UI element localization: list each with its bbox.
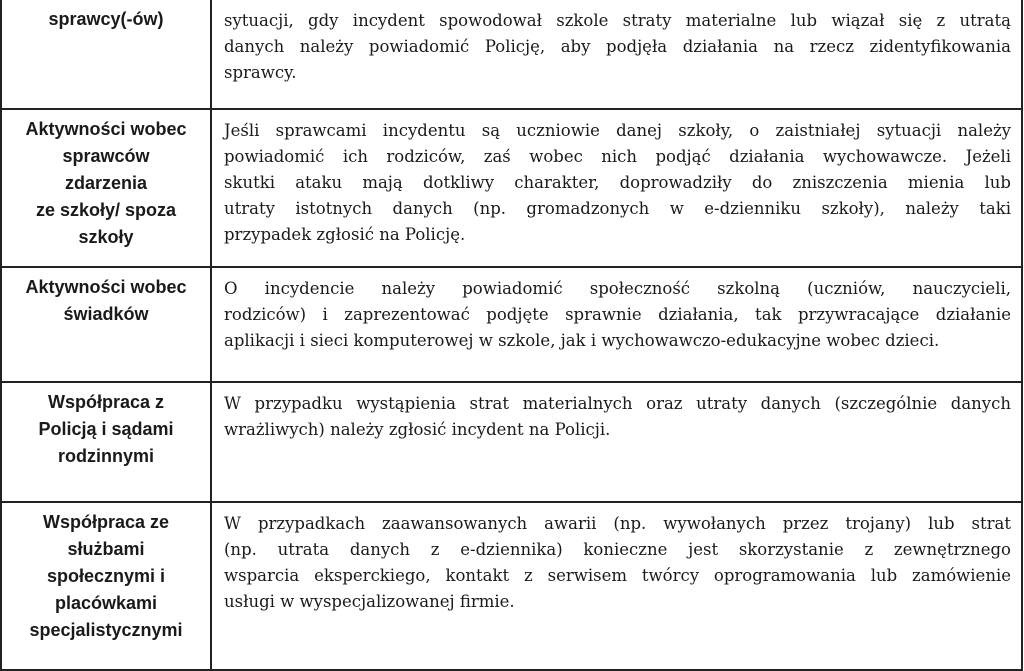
content-line: danych należy powiadomić Policję, aby podjęła działania na rzecz zidentyfikowania	[224, 37, 1011, 56]
row-content	[211, 502, 1022, 670]
row-label-line: zdarzenia	[64, 173, 148, 193]
content-line: utraty istotnych danych (np. gromadzonych w e-dzienniku szkoły), należy taki	[224, 199, 1011, 218]
content-line: sprawcy.	[224, 63, 297, 82]
table-row	[1, 109, 1022, 267]
row-label	[1, 502, 211, 670]
content-line: rodziców) i zaprezentować podjęte sprawnie działania, tak przywracające działanie	[224, 305, 1011, 324]
table-row	[1, 0, 1022, 109]
row-label-line: szkoły	[78, 227, 134, 247]
row-label-line: specjalistycznymi	[29, 620, 183, 640]
row-label-line: Aktywności wobec	[25, 277, 187, 297]
row-label-line: Współpraca ze	[42, 512, 170, 532]
row-label	[1, 267, 211, 382]
row-label-line: rodzinnymi	[57, 446, 154, 466]
content-line: sytuacji, gdy incydent spowodował szkole straty materialne lub wiązał się z utratą	[224, 11, 1011, 30]
content-line: wsparcia eksperckiego, kontakt z serwisem twórcy oprogramowania lub zamówienie	[224, 566, 1011, 585]
table-row	[1, 502, 1022, 670]
content-line: wrażliwych) należy zgłosić incydent na Policji.	[224, 420, 611, 439]
row-label-line: służbami	[67, 539, 145, 559]
row-content	[211, 382, 1022, 502]
content-line: (np. utrata danych z e-dziennika) konieczne jest skorzystanie z zewnętrznego	[224, 540, 1011, 559]
content-line: usługi w wyspecjalizowanej firmie.	[224, 592, 515, 611]
row-content	[211, 267, 1022, 382]
row-label-line: Policją i sądami	[38, 419, 174, 439]
content-line: przypadek zgłosić na Policję.	[224, 225, 466, 244]
row-content	[211, 109, 1022, 267]
table-row	[1, 382, 1022, 502]
row-label-line: sprawcy(-ów)	[48, 9, 164, 29]
row-content	[211, 0, 1022, 109]
row-label-line: Aktywności wobec	[25, 119, 187, 139]
content-line: W przypadkach zaawansowanych awarii (np. wywołanych przez trojany) lub strat	[224, 514, 1011, 533]
row-label	[1, 382, 211, 502]
content-line: O incydencie należy powiadomić społeczność szkolną (uczniów, nauczycieli,	[224, 279, 1011, 298]
row-label-line: placówkami	[54, 593, 158, 613]
row-label-line: ze szkoły/ spoza	[35, 200, 177, 220]
row-label	[1, 109, 211, 267]
row-label-line: społecznymi i	[46, 566, 166, 586]
content-line: Jeśli sprawcami incydentu są uczniowie danej szkoły, o zaistniałej sytuacji należy	[224, 121, 1011, 140]
content-line: powiadomić ich rodziców, zaś wobec nich podjąć działania wychowawcze. Jeżeli	[224, 147, 1011, 166]
table-row	[1, 267, 1022, 382]
content-line: W przypadku wystąpienia strat materialnych oraz utraty danych (szczególnie danych	[224, 394, 1011, 413]
content-line: aplikacji i sieci komputerowej w szkole, jak i wychowawczo-edukacyjne wobec dzieci.	[224, 331, 940, 350]
row-label	[1, 0, 211, 109]
row-label-line: sprawców	[62, 146, 150, 166]
content-line: skutki ataku mają dotkliwy charakter, doprowadziły do zniszczenia mienia lub	[224, 173, 1011, 192]
row-label-line: Współpraca z	[47, 392, 165, 412]
row-label-line: świadków	[63, 304, 149, 324]
